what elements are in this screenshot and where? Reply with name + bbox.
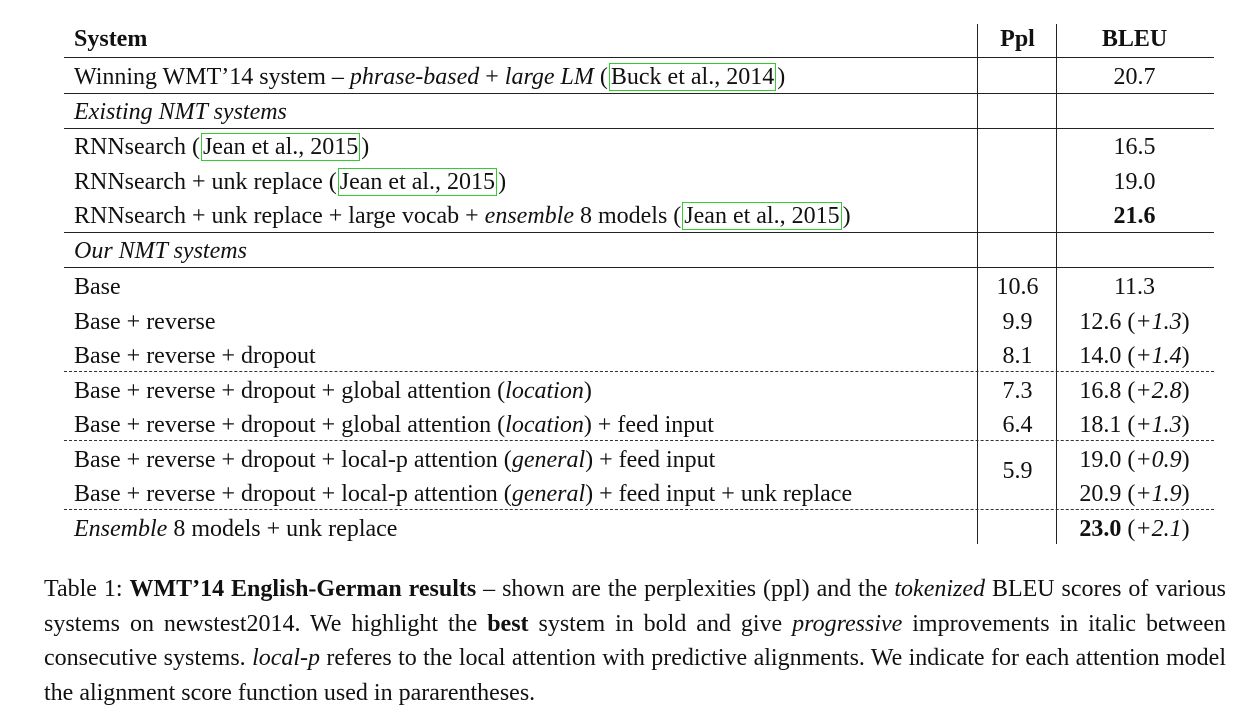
table-row [64, 512, 1214, 546]
text: ensemble [484, 202, 574, 229]
text: ) + feed input + unk replace [585, 480, 853, 507]
text: phrase-based [349, 63, 480, 90]
text: general [511, 480, 586, 507]
text: 8 models + unk replace [167, 515, 398, 542]
bleu-value: 14.0 [1079, 342, 1122, 369]
system-cell [74, 516, 397, 543]
ppl-cell: 6.4 [1002, 411, 1033, 438]
table-row [64, 339, 1214, 373]
caption-text: referes to the local attention with predictive alignments. We indicate for each attention model the alignment score function used in pararentheses. [44, 645, 1226, 706]
dashed-rule [64, 371, 1214, 372]
table-row [64, 408, 1214, 442]
section-title: Existing NMT systems [74, 98, 287, 125]
bleu-value: 18.1 [1079, 411, 1122, 438]
ppl-cell-merged: 5.9 [1002, 458, 1033, 484]
ppl-cell: 8.1 [1002, 342, 1033, 369]
section-title: Our NMT systems [74, 237, 247, 264]
system-cell: Base [74, 273, 121, 300]
system-cell [74, 378, 592, 405]
bleu-cell: 16.8 (+2.8) [1079, 377, 1190, 404]
text: Ensemble [74, 515, 168, 542]
citation-link[interactable]: Jean et al., 2015 [684, 202, 840, 229]
bleu-cell: 23.0 (+2.1) [1079, 515, 1190, 542]
ppl-cell: 10.6 [996, 273, 1039, 300]
bleu-cell: 12.6 (+1.3) [1079, 308, 1190, 335]
header-row [64, 22, 1214, 56]
bleu-gain: +0.9 [1135, 446, 1182, 473]
text: Base + reverse + dropout + local-p attention ( [74, 480, 512, 507]
caption-text: local-p [252, 645, 321, 672]
bleu-gain: +2.1 [1135, 515, 1182, 542]
bleu-cell: 21.6 [1113, 202, 1156, 229]
table-row [64, 270, 1214, 304]
text: ) [583, 377, 592, 404]
bleu-cell: 20.9 (+1.9) [1079, 480, 1190, 507]
bleu-gain: +2.8 [1135, 377, 1182, 404]
system-cell: Base + reverse + dropout [74, 342, 316, 369]
caption-label: Table 1: [44, 576, 130, 602]
header-bleu: BLEU [1101, 25, 1168, 52]
text: Base + reverse + dropout + global attention ( [74, 411, 506, 438]
section-title-row [64, 95, 1214, 129]
text: RNNsearch [74, 133, 192, 160]
system-cell [74, 481, 852, 508]
text: location [505, 411, 584, 438]
caption-text: best [487, 610, 529, 637]
text: ) + feed input [585, 446, 716, 473]
bleu-cell: 11.3 [1113, 273, 1156, 300]
bleu-value: 23.0 [1079, 515, 1122, 542]
text: Base + reverse + dropout + local-p attention ( [74, 446, 512, 473]
caption-title: WMT’14 English-German results [129, 576, 477, 602]
rule [64, 267, 1214, 268]
text: ) + feed input [583, 411, 714, 438]
caption-text: – shown are the perplexities (ppl) and the [476, 576, 895, 602]
bleu-cell: 14.0 (+1.4) [1079, 342, 1190, 369]
system-cell: RNNsearch + unk replace + large vocab + ensemble 8 models ( Jean et al., 2015 ) [74, 202, 851, 229]
dashed-rule [64, 509, 1214, 510]
bleu-gain: +1.3 [1135, 411, 1182, 438]
text: RNNsearch + unk replace [74, 168, 329, 195]
table-caption [44, 572, 1226, 710]
text: Winning WMT’14 system – [74, 63, 350, 90]
table-row [64, 130, 1214, 164]
system-cell: RNNsearch + unk replace ( Jean et al., 2015 ) [74, 168, 507, 195]
bleu-value: 16.8 [1079, 377, 1122, 404]
system-cell [74, 447, 715, 474]
table-row [64, 305, 1214, 339]
bleu-cell: 19.0 [1113, 168, 1156, 195]
bleu-cell: 18.1 (+1.3) [1079, 411, 1190, 438]
system-cell: Base + reverse [74, 308, 216, 335]
rule [64, 232, 1214, 233]
table-row [64, 374, 1214, 408]
table-row [64, 199, 1214, 233]
text: + [479, 63, 505, 90]
system-cell: Winning WMT’14 system – phrase-based + large LM ( Buck et al., 2014 ) [74, 63, 786, 90]
bleu-cell: 20.7 [1113, 63, 1156, 90]
rule [64, 128, 1214, 129]
caption-text: improvements in italic between consecutive systems. [44, 610, 1226, 672]
bleu-cell: 16.5 [1113, 133, 1156, 160]
text: RNNsearch + unk replace + large vocab + [74, 202, 485, 229]
caption-text: progressive [792, 610, 903, 637]
caption-text: BLEU scores of various systems on newstest2014. We highlight the [44, 576, 1226, 637]
text: general [511, 446, 586, 473]
caption-text: tokenized [894, 576, 986, 602]
citation-link[interactable]: Jean et al., 2015 [202, 133, 359, 160]
citation-link[interactable]: Jean et al., 2015 [339, 168, 496, 195]
rule [64, 57, 1214, 58]
bleu-value: 12.6 [1079, 308, 1122, 335]
ppl-cell: 9.9 [1002, 308, 1033, 335]
bleu-gain: +1.9 [1135, 480, 1182, 507]
dashed-rule [64, 440, 1214, 441]
table-row [64, 165, 1214, 199]
header-ppl: Ppl [1000, 25, 1035, 52]
bleu-value: 20.9 [1079, 480, 1122, 507]
text: Base + reverse + dropout + global attention ( [74, 377, 506, 404]
section-title-row [64, 234, 1214, 268]
system-cell [74, 412, 714, 439]
text: 8 models [573, 202, 674, 229]
text: location [505, 377, 584, 404]
citation-link[interactable]: Buck et al., 2014 [610, 63, 775, 90]
table-row [64, 60, 1214, 94]
text: large LM [504, 63, 594, 90]
caption-text: system in bold and give [528, 610, 793, 637]
rule [64, 93, 1214, 94]
system-cell: RNNsearch ( Jean et al., 2015 ) [74, 133, 370, 160]
bleu-cell: 19.0 (+0.9) [1079, 446, 1190, 473]
bleu-gain: +1.4 [1135, 342, 1182, 369]
bleu-value: 19.0 [1079, 446, 1122, 473]
ppl-cell: 7.3 [1002, 377, 1033, 404]
bleu-gain: +1.3 [1135, 308, 1182, 335]
header-system: System [74, 25, 148, 52]
